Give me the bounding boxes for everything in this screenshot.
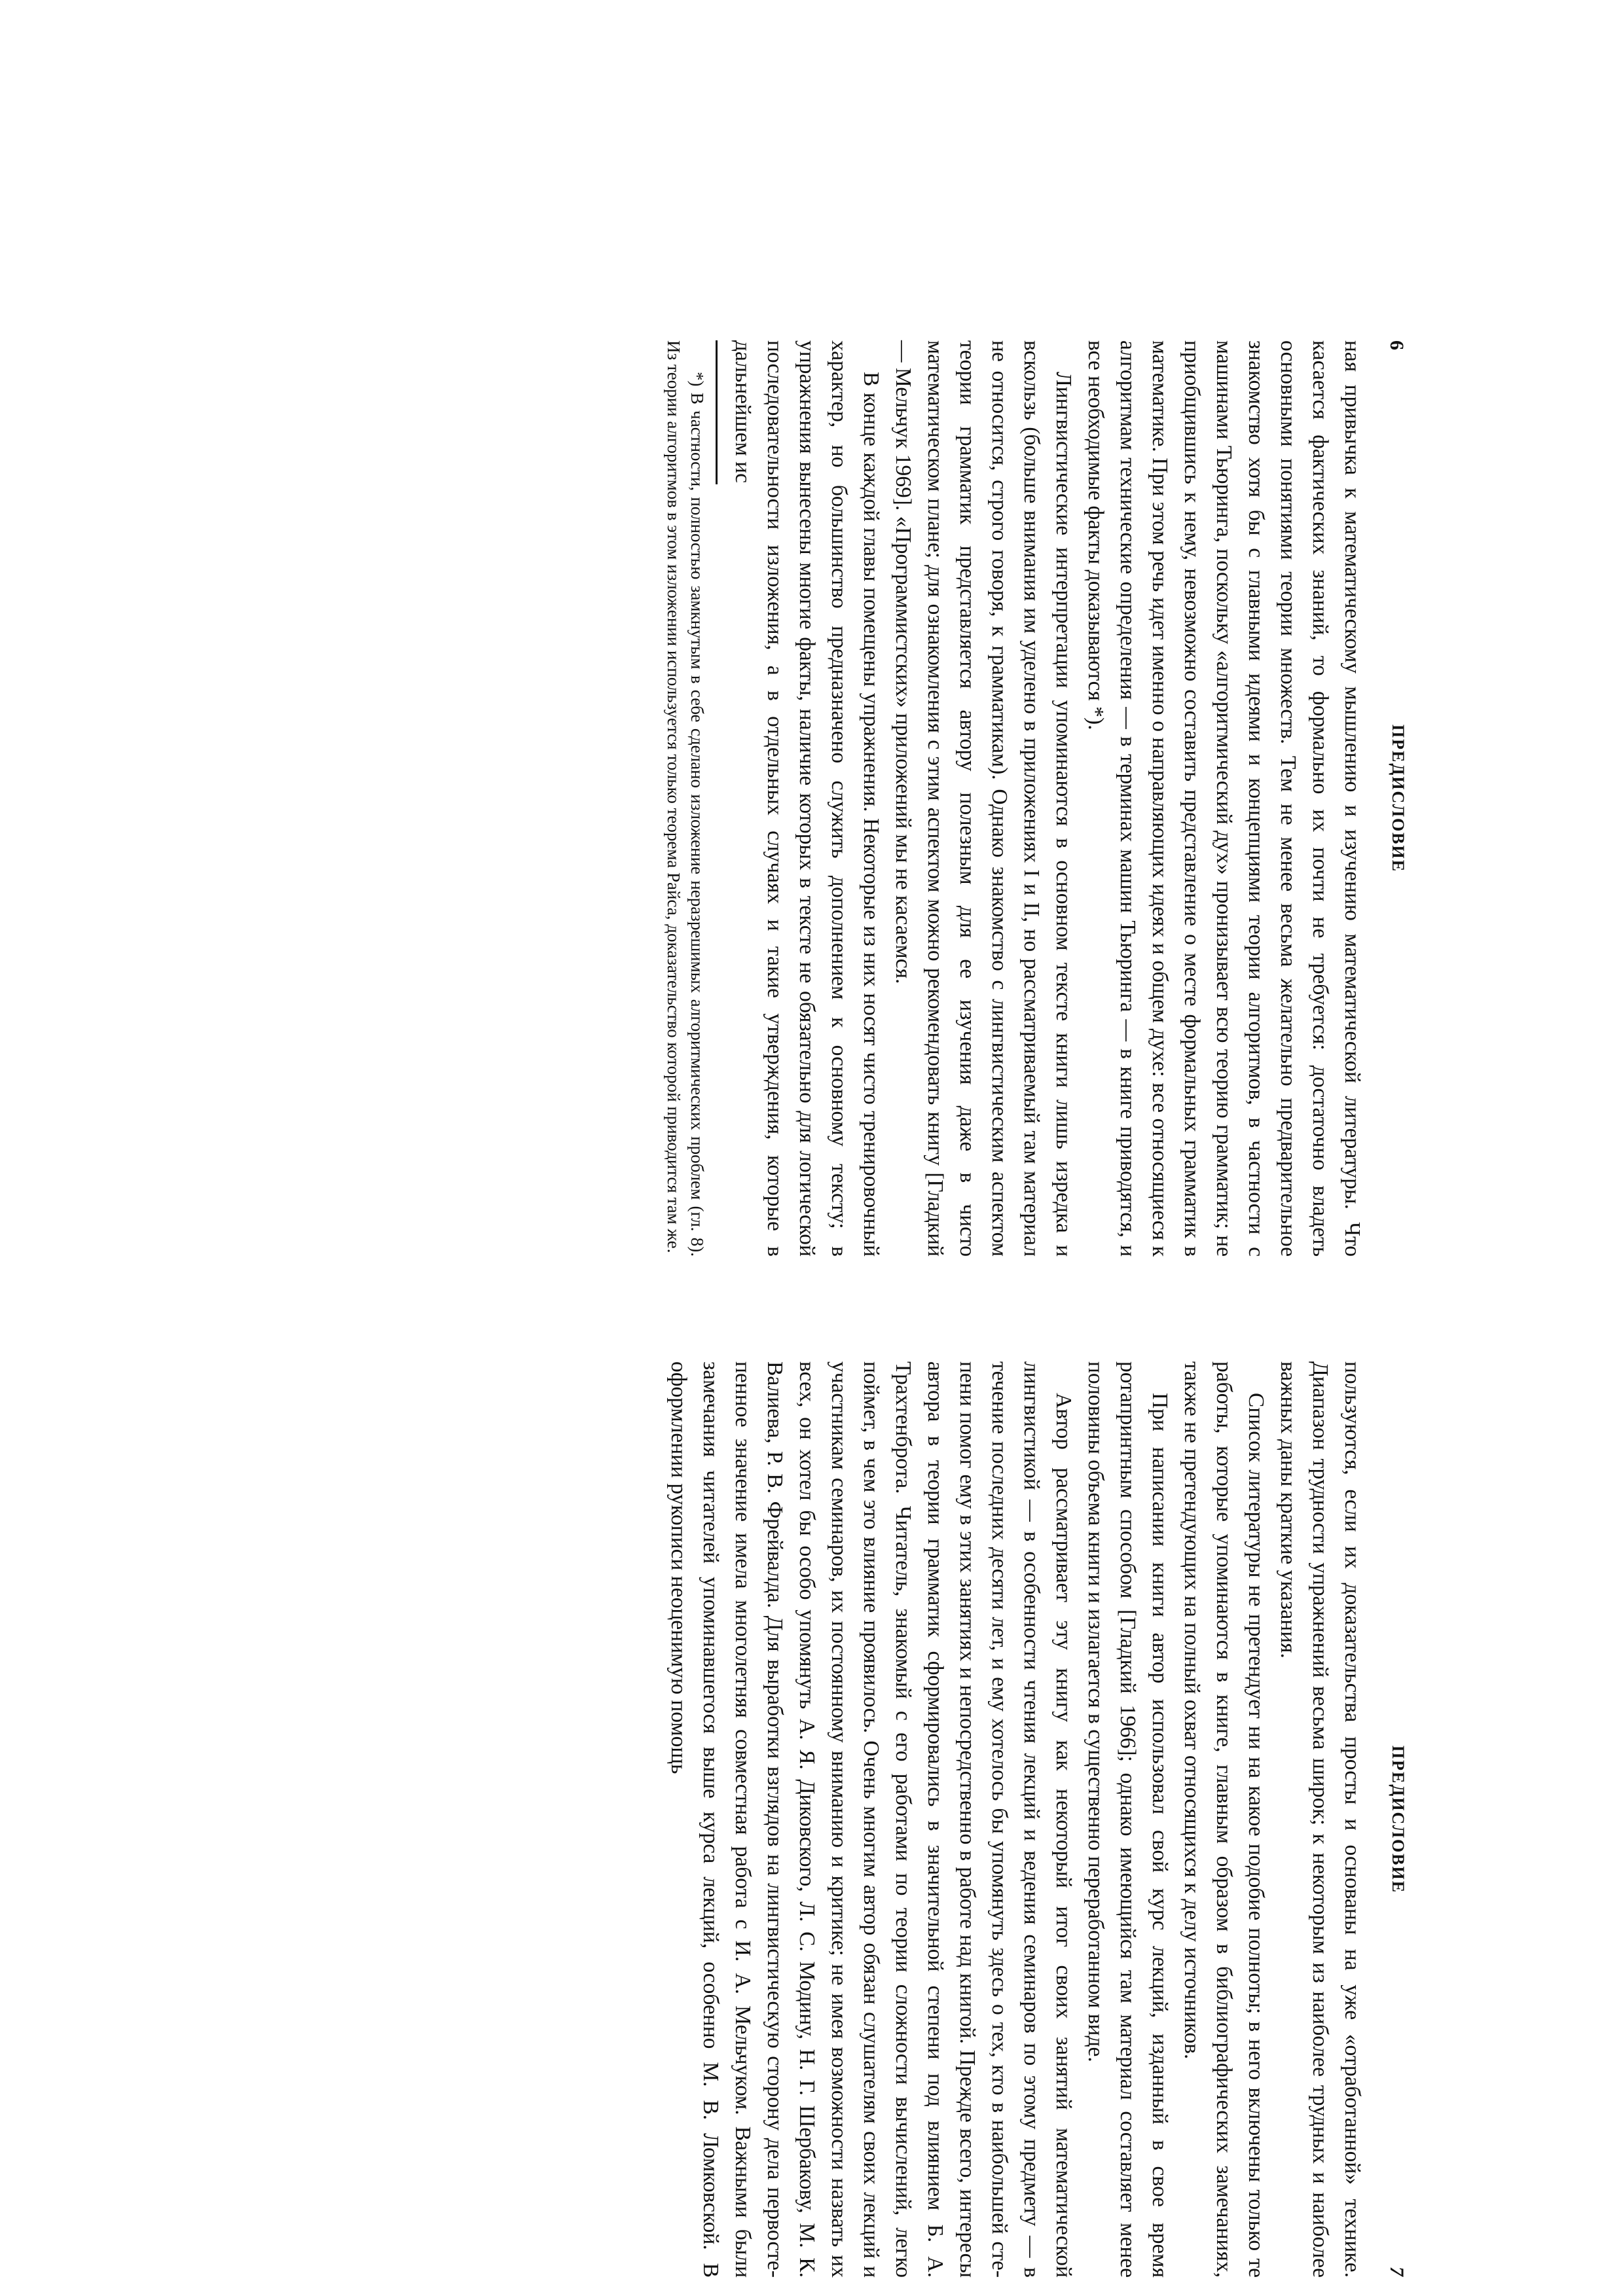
right-page-body xyxy=(663,1361,1368,2278)
running-head-left xyxy=(1368,340,1408,1257)
left-page xyxy=(177,340,1408,1257)
paragraph: Лингвистические интерпретации упоминаются в основном тексте книги лишь изредка и вскользь (больше внимания им уделено в приложениях I и II, но рассматриваемый там материал не относится, строго говоря, к грамматикам). Однако знакомство с лингвистическим аспектом теории грамматик представляется автору полезным для ее изучения даже в чисто математическом плане; для ознакомления с этим аспектом можно рекомендовать книгу [Гладкий — Мельчук 1969]. «Программистских» приложений мы не касаемся. xyxy=(891,340,1076,1257)
book-spread xyxy=(177,340,1408,2278)
paragraph: Автор рассматривает эту книгу как некоторый итог своих занятий математической лингвистикой — в особенности чтения лекций и ведения семинаров по этому предмету — в течение последних десяти лет, и ему хотелось бы упомянуть здесь о тех, кто в наибольшей степени помог ему в этих занятиях и непосредственно в работе над книгой. Прежде всего, интересы автора в теории грамматик сформировались в значительной степени под влиянием Б. А. Трахтенброта. Читатель, знакомый с его работами по теории сложности вычислений, легко поймет, в чем это влияние проявилось. Очень многим автор обязан слушателям своих лекций и участникам семинаров, их постоянному вниманию и критике; не имея возможности назвать их всех, он хотел бы особо упомянуть А. Я. Диковского, Л. С. Модину, Н. Г. Шербакову, М. К. Валиева, Р. В. Фрейвалда. Для выработки взглядов на лингвистическую сторону дела первостепенное значение имела многолетняя совместная работа с И. А. Мельчуком. Важными были замечания читателей упоминавшегося выше курса лекций, особенно М. В. Ломковской. В оформлении рукописи неоценимую помощь xyxy=(666,1361,1076,2278)
left-page-body xyxy=(727,340,1368,1257)
running-head-title-right: ПРЕДИСЛОВИЕ xyxy=(1389,1745,1408,1894)
paragraph: пользуются, если их доказательства просты и основаны на уже «отработанной» технике. Диапазон трудности упражнений весьма широк; к некоторым из наиболее трудных и наиболее важных даны краткие указания. xyxy=(1276,1361,1364,2278)
page-number-right: 7 xyxy=(1386,2267,1408,2278)
paragraph: В конце каждой главы помещены упражнения. Некоторые из них носят чисто тренировочный характер, но большинство предназначено служить дополнением к основному тексту; в упражнения вынесены многие факты, наличие которых в тексте не обязательно для логической последовательности изложения, а в отдельных случаях и такие утверждения, которые в дальнейшем ис xyxy=(731,340,883,1257)
right-page xyxy=(177,1361,1408,2278)
paragraph: Список литературы не претендует ни на какое подобие полноты; в него включены только те работы, которые упоминаются в книге, главным образом в библиографических замечаниях, также не претендующих на полный охват относящихся к делу источников. xyxy=(1180,1361,1268,2278)
paragraph: При написании книги автор использовал свой курс лекций, изданный в свое время ротапринтным способом [Гладкий 1966]; однако имеющийся там материал составляет менее половины объема книги и излагается в существенно переработанном виде. xyxy=(1084,1361,1172,2278)
footnote-divider xyxy=(716,340,718,484)
running-head-right xyxy=(1368,1361,1408,2278)
running-head-title-left: ПРЕДИСЛОВИЕ xyxy=(1389,724,1408,873)
page-number-left: 6 xyxy=(1386,340,1408,351)
paragraph: ная привычка к математическому мышлению и изучению математической литературы. Что касается фактических знаний, то формально их почти не требуется: достаточно владеть основными понятиями теории множеств. Тем не менее весьма желательно предварительное знакомство хотя бы с главными идеями и концепциями теории алгоритмов, в частности с машинами Тьюринга, поскольку «алгоритмический дух» пронизывает всю теорию грамматик; не приобщившись к нему, невозможно составить представление о месте формальных грамматик в математике. При этом речь идет именно о направляющих идеях и общем духе: все относящиеся к алгоритмам технические определения — в терминах машин Тьюринга — в книге приводятся, и все необходимые факты доказываются *). xyxy=(1084,340,1364,1257)
footnote: *) В частности, полностью замкнутым в себе сделано изложение неразрешимых алгоритмических проблем (гл. 8). Из теории алгоритмов в этом изложении используется только теорема Райса, доказательство которой приводится там же. xyxy=(664,340,707,1257)
